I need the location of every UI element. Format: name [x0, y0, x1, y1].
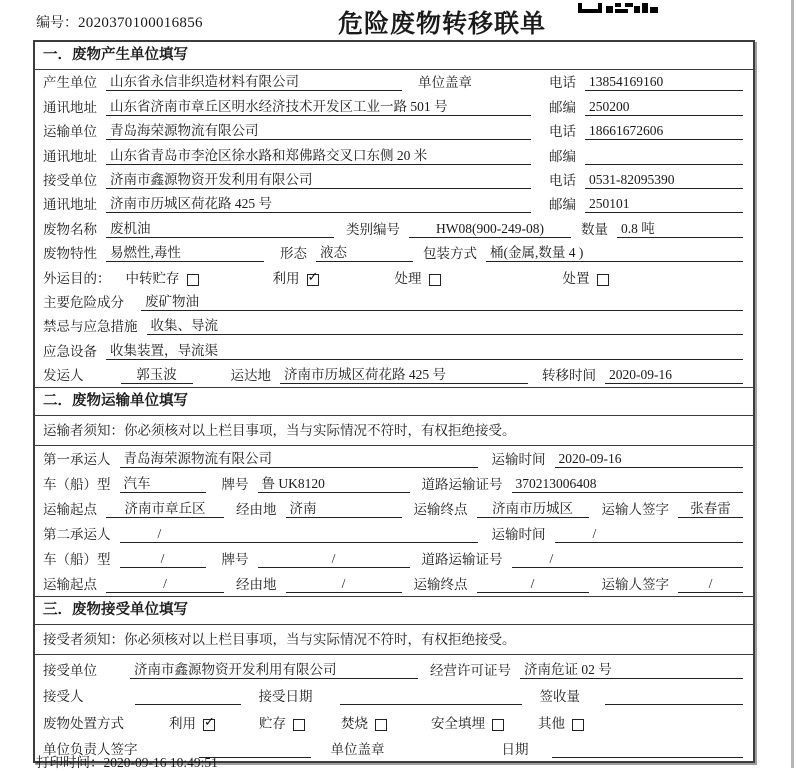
- category-label: 类别编号: [346, 221, 400, 237]
- page-title: 危险废物转移联单: [337, 9, 546, 38]
- disposal-option-landfill: 安全填埋: [431, 716, 504, 732]
- receiver-notice: 接受者须知：你必须核对以上栏目事项，当与实际情况不符时，有权拒绝接受。: [35, 625, 753, 655]
- purpose-label: 外运目的：: [43, 270, 111, 286]
- producer-phone-value: 13854169160: [585, 74, 743, 91]
- date-value: [552, 742, 744, 758]
- road-license-label: 道路运输证号: [421, 477, 503, 493]
- responsible-sign-label: 单位负责人签字: [43, 742, 138, 758]
- transport-time-label: 运输时间: [491, 452, 546, 468]
- category-value: HW08(900-249-08): [409, 221, 571, 238]
- transporter-label: 运输单位: [43, 124, 97, 140]
- permit-label: 经营许可证号: [430, 662, 511, 678]
- row-transfer-purpose: [35, 265, 753, 289]
- receiver-zip-value: 250101: [585, 196, 743, 213]
- road-license-label: 道路运输证号: [421, 552, 503, 568]
- end-label: 运输终点: [413, 502, 468, 518]
- consignor-value: 郭玉波: [121, 367, 193, 384]
- row-vehicle-1: [35, 471, 753, 496]
- section-receiver-title: 三．废物接受单位填写: [35, 597, 753, 625]
- phone-label: 电话: [549, 75, 576, 91]
- receive-date-label: 接受日期: [258, 689, 313, 705]
- receiver-label: 接受单位: [43, 172, 97, 188]
- disposal-label: 废物处置方式: [43, 715, 124, 731]
- signed-amount-label: 签收量: [539, 689, 580, 705]
- vehicle-type-label: 车（船）型: [43, 552, 111, 568]
- disposal-option-storage: 贮存: [259, 716, 305, 732]
- row-waste-trait: [35, 241, 753, 265]
- taboo-value: 收集、导流: [147, 318, 744, 335]
- plate-label: 牌号: [221, 552, 249, 568]
- receiving-unit-value: 济南市鑫源物资开发利用有限公司: [130, 662, 418, 679]
- transporter-notice: 运输者须知：你必须核对以上栏目事项，当与实际情况不符时，有权拒绝接受。: [35, 416, 753, 446]
- row-taboo-measures: [35, 314, 753, 338]
- checkbox-unchecked-icon[interactable]: [572, 719, 584, 731]
- end-value: 济南市历城区: [477, 501, 589, 518]
- serial-value: 2020370100016856: [78, 15, 203, 31]
- plate-label: 牌号: [221, 477, 249, 493]
- carrier-sign-value-2: /: [678, 576, 743, 593]
- destination-label: 运达地: [230, 368, 271, 384]
- transfer-time-label: 转移时间: [542, 368, 596, 384]
- checkbox-checked-icon[interactable]: ✓: [307, 269, 319, 285]
- purpose-option-use: 利用 ✓: [272, 269, 319, 286]
- producer-zip-value: 250200: [585, 99, 743, 116]
- row-disposal-method: [35, 708, 753, 735]
- via-value: 济南: [286, 501, 402, 518]
- waste-name-label: 废物名称: [43, 221, 97, 237]
- row-receiver-address: [35, 192, 753, 216]
- disposal-option-use: 利用 ✓: [169, 714, 215, 731]
- carrier1-time-value: 2020-09-16: [555, 451, 744, 468]
- form-label: 形态: [280, 246, 307, 262]
- zip-label: 邮编: [549, 197, 576, 213]
- permit-value: 济南危证 02 号: [520, 662, 743, 679]
- transporter-zip-value: [585, 149, 743, 165]
- row-route-1: [35, 496, 753, 521]
- row-receiving-person: [35, 682, 753, 709]
- disposal-option-incinerate: 焚烧: [341, 716, 387, 732]
- checkbox-unchecked-icon[interactable]: [429, 274, 441, 286]
- checkbox-unchecked-icon[interactable]: [375, 719, 387, 731]
- receiver-phone-value: 0531-82095390: [585, 172, 743, 189]
- address-label: 通讯地址: [43, 197, 97, 213]
- print-time-label: 打印时间：: [36, 755, 104, 770]
- purpose-option-storage: 中转贮存: [126, 271, 199, 287]
- vehicle-type-value-2: /: [120, 551, 206, 568]
- producer-label: 产生单位: [43, 75, 97, 91]
- carrier1-label: 第一承运人: [43, 452, 111, 468]
- section-producer-title: 一．废物产生单位填写: [35, 42, 753, 70]
- road-license-value: 370213006408: [512, 476, 744, 493]
- transporter-value: 青岛海荣源物流有限公司: [106, 123, 531, 140]
- print-time: [36, 751, 218, 771]
- trait-value: 易燃性,毒性: [106, 245, 264, 262]
- section-receiver: [35, 596, 753, 761]
- transporter-phone-value: 18661672606: [585, 123, 743, 140]
- disposal-option-other: 其他: [538, 716, 584, 732]
- checkbox-unchecked-icon[interactable]: [187, 274, 199, 286]
- receiver-person-label: 接受人: [43, 689, 84, 705]
- receiver-address-value: 济南市历城区荷花路 425 号: [106, 196, 531, 213]
- date-label: 日期: [501, 742, 529, 758]
- purpose-option-treat: 处理: [395, 271, 441, 287]
- plate-value: 鲁 UK8120: [258, 476, 410, 493]
- vehicle-type-label: 车（船）型: [43, 477, 111, 493]
- carrier-sign-value: 张春雷: [678, 501, 743, 518]
- origin-value: 济南市章丘区: [106, 501, 224, 518]
- carrier2-label: 第二承运人: [43, 527, 111, 543]
- plate-value-2: /: [258, 551, 410, 568]
- row-transporter: [35, 119, 753, 143]
- vehicle-type-value: 汽车: [120, 476, 206, 493]
- hazard-value: 废矿物油: [141, 294, 743, 311]
- waste-name-value: 废机油: [106, 221, 334, 238]
- unit-seal-label: 单位盖章: [418, 75, 472, 91]
- hazard-label: 主要危险成分: [43, 294, 124, 310]
- quantity-label: 数量: [581, 221, 608, 237]
- row-emergency-equipment: [35, 338, 753, 362]
- row-producer: [35, 70, 753, 94]
- print-time-value: 2020-09-16 10:49:51: [103, 755, 218, 770]
- packing-label: 包装方式: [423, 246, 477, 262]
- via-label: 经由地: [236, 502, 277, 518]
- via-value-2: /: [286, 576, 402, 593]
- row-consignor: [35, 363, 753, 387]
- consignor-label: 发运人: [43, 368, 84, 384]
- receiving-unit-label: 接受单位: [43, 662, 97, 678]
- transport-time-label: 运输时间: [491, 527, 546, 543]
- section-producer: [35, 42, 753, 387]
- receiver-person-value: [135, 689, 241, 705]
- origin-label: 运输起点: [43, 502, 97, 518]
- row-first-carrier: [35, 446, 753, 471]
- checkbox-checked-icon[interactable]: ✓: [204, 714, 215, 730]
- qr-code-fragment-icon: [578, 0, 658, 10]
- producer-value: 山东省永信非织造材料有限公司: [106, 74, 402, 91]
- manifest-form: [33, 40, 755, 763]
- receive-date-value: [340, 689, 522, 705]
- row-waste-name: [35, 216, 753, 240]
- via-label: 经由地: [236, 577, 277, 593]
- row-main-hazard: [35, 290, 753, 314]
- carrier1-value: 青岛海荣源物流有限公司: [120, 451, 478, 468]
- equipment-label: 应急设备: [43, 343, 97, 359]
- row-receiving-unit: [35, 655, 753, 682]
- transfer-time-value: 2020-09-16: [605, 367, 743, 384]
- section-transporter: [35, 387, 753, 596]
- section-transporter-title: 二．废物运输单位填写: [35, 388, 753, 416]
- purpose-option-dispose: 处置: [563, 271, 609, 287]
- checkbox-unchecked-icon[interactable]: [492, 719, 504, 731]
- carrier2-time-value: /: [555, 526, 744, 543]
- address-label: 通讯地址: [43, 148, 97, 164]
- row-producer-address: [35, 94, 753, 118]
- checkbox-unchecked-icon[interactable]: [293, 719, 305, 731]
- row-receiver: [35, 168, 753, 192]
- transporter-address-value: 山东省青岛市李沧区徐水路和郑佛路交叉口东侧 20 米: [106, 148, 531, 165]
- end-value-2: /: [477, 576, 589, 593]
- carrier2-value: /: [120, 526, 478, 543]
- row-transporter-address: [35, 143, 753, 167]
- page-edge-scrollbar[interactable]: [791, 0, 794, 768]
- quantity-value: 0.8 吨: [617, 221, 743, 238]
- carrier-sign-label: 运输人签字: [601, 577, 669, 593]
- origin-label: 运输起点: [43, 577, 97, 593]
- carrier-sign-label: 运输人签字: [601, 502, 669, 518]
- receiver-value: 济南市鑫源物资开发利用有限公司: [106, 172, 531, 189]
- address-label: 通讯地址: [43, 99, 97, 115]
- end-label: 运输终点: [413, 577, 468, 593]
- checkbox-unchecked-icon[interactable]: [597, 274, 609, 286]
- zip-label: 邮编: [549, 148, 576, 164]
- serial-label: 编号：: [36, 16, 78, 31]
- producer-address-value: 山东省济南市章丘区明水经济技术开发区工业一路 501 号: [106, 99, 531, 116]
- row-second-carrier: [35, 521, 753, 546]
- signed-amount-value: [605, 689, 743, 705]
- origin-value-2: /: [106, 576, 224, 593]
- row-route-2: [35, 571, 753, 596]
- taboo-label: 禁忌与应急措施: [43, 319, 138, 335]
- destination-value: 济南市历城区荷花路 425 号: [280, 367, 528, 384]
- phone-label: 电话: [549, 172, 576, 188]
- equipment-value: 收集装置，导流渠: [106, 343, 743, 360]
- zip-label: 邮编: [549, 99, 576, 115]
- row-vehicle-2: [35, 546, 753, 571]
- form-value: 液态: [316, 245, 413, 262]
- packing-value: 桶(金属,数量 4 ): [486, 245, 743, 262]
- trait-label: 废物特性: [43, 246, 97, 262]
- road-license-value-2: /: [512, 551, 744, 568]
- phone-label: 电话: [549, 124, 576, 140]
- unit-seal-label: 单位盖章: [330, 742, 385, 758]
